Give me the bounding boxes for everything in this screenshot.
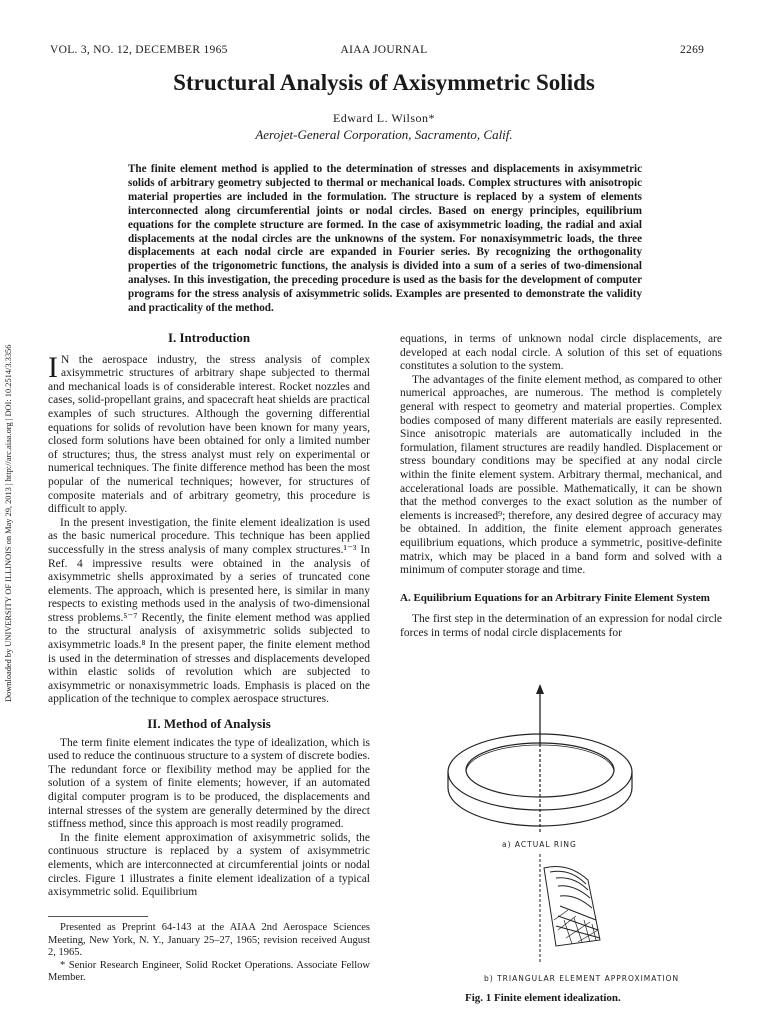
figure-1 [440,684,700,1004]
abstract: The finite element method is applied to the determination of stresses and displacements in axisymmetric solids of arbitrary geometry subjected to thermal or mechanical loads. Complex structures with anisotropic material properties are included in the formulation. The structure is replaced by a system of elements interconnected along circumferential joints or nodal circles. Based on energy principles, equilibrium equations for the complete structure are formed. In the case of axisymmetric loading, the radial and axial displacements at the nodal circles are the unknowns of the system. For nonaxisymmetric loads, the three displacements at each nodal circle are expanded in Fourier series. By recognizing the orthogonality properties of the trigonometric functions, the analysis is divided into a sum of a series of two-dimensional analyses. In this investigation, the preceding procedure is used as the basis for the development of computer programs for the stress analysis of axisymmetric solids. Examples are presented to demonstrate the validity and practicality of the method. [128,163,642,315]
figure-caption: Fig. 1 Finite element idealization. [465,992,621,1004]
running-header-volume: VOL. 3, NO. 12, DECEMBER 1965 [50,44,228,56]
footnotes [48,922,370,985]
section-heading-introduction: I. Introduction [167,330,251,345]
author-affiliation: Aerojet-General Corporation, Sacramento, Calif. [255,127,513,142]
left-column [48,331,370,900]
running-header-journal: AIAA JOURNAL [340,44,428,56]
footnote-author: * Senior Research Engineer, Solid Rocket Operations. Associate Fellow Member. [48,959,370,983]
footnote-preprint: Presented as Preprint 64-143 at the AIAA 2nd Aerospace Sciences Meeting, New York, N. Y., January 25–27, 1965; revision received August 2, 1965. [48,922,370,958]
download-notice: Downloaded by UNIVERSITY OF ILLINOIS on May 29, 2013 | http://arc.aiaa.org | DOI: 10.2514/3.3356 [4,344,13,702]
subsection-heading: A. Equilibrium Equations for an Arbitrary Finite Element System [400,591,710,604]
author-name: Edward L. Wilson* [332,111,436,125]
method-paragraph-2: In the finite element approximation of axisymmetric solids, the continuous structure is replaced by a system of axisymmetric elements, which are interconnected at circumferential joints or nodal circles. Figure 1 illustrates a finite element idealization of a typical axisymmetric solid. Equilibrium [48,831,370,899]
section-heading-method: II. Method of Analysis [147,716,271,732]
right-paragraph-3: The first step in the determination of an expression for nodal circle forces in terms of nodal circle displacements for [400,613,722,639]
intro-paragraph-2: In the present investigation, the finite element idealization is used as the basic numerical procedure. This technique has been applied successfully in the stress analysis of many complex structures.¹⁻³ In Ref. 4 impressive results were obtained in the analysis of axisymmetric shells approximated by a series of truncated cone elements. The approach, which is presented here, is similar in many respects to existing methods used in the analysis of two-dimensional stress problems.⁵⁻⁷ Recently, the finite element method was applied to the structural analysis of axisymmetric solids subjected to axisymmetric loads.⁸ In the present paper, the finite element method is used in the determination of stresses and displacements developed within elastic solids of revolution which are subjected to axisymmetric or nonaxisymmetric loads. Emphasis is placed on the application of the technique to complex aerospace structures. [48,516,370,706]
right-column [400,333,722,640]
drop-cap: I [48,350,58,384]
paper-title: Structural Analysis of Axisymmetric Solids [173,70,595,95]
intro-paragraph-1 [48,350,370,517]
label-actual-ring: a) ACTUAL RING [502,840,577,849]
page-number: 2269 [680,44,705,56]
intro-paragraph-1-text: N the aerospace industry, the stress analysis of complex axisymmetric structures of arbitrary shape subjected to thermal and mechanical loads is of considerable interest. Rocket nozzles and cases, solid-propellant grains, and spacecraft heat shields are practical examples of such structures. Although the governing differential equations for solids of revolution have been known for many years, closed form solutions have been obtained for only a limited number of structures; thus, the stress analyst must rely on experimental or numerical techniques. The finite difference method has been the most popular of the numerical techniques; however, for structures of composite materials and of arbitrary geometry, this procedure is difficult to apply. [48,353,370,516]
right-paragraph-1: equations, in terms of unknown nodal circle displacements, are developed at each nodal circle. A solution of this set of equations constitutes a solution to the system. [400,333,722,373]
label-triangular-approximation: b) TRIANGULAR ELEMENT APPROXIMATION [484,974,680,983]
right-paragraph-2: The advantages of the finite element method, as compared to other numerical approaches, are numerous. The method is completely general with respect to geometry and material properties. Complex bodies composed of many different materials are easily represented. Since anisotropic materials are automatically included in the formulation, filament structures are readily handled. Displacement or stress boundary conditions may be specified at any nodal circle within the finite element system. Arbitrary thermal, mechanical, and accelerational loads are possible. Mathematically, it can be shown that the method converges to the exact solution as the number of elements is increased⁹; therefore, any desired degree of accuracy may be obtained. In addition, the finite element approach generates equilibrium equations, which produce a symmetric, positive-definite matrix, which may be placed in a band form and solved with a minimum of computer storage and time. [400,373,722,577]
axis-arrowhead [536,684,544,694]
triangular-element-drawing [544,867,600,947]
footnote-rule [48,916,148,917]
method-paragraph-1: The term finite element indicates the type of idealization, which is used to reduce the continuous structure to a system of discrete bodies. The redundant force or flexibility method may be applied for the solution of a system of finite elements; however, if an automated digital computer program is to be produced, the displacements and internal stresses of the system are generally determined by the direct stiffness method, since this approach is most readily programed. [48,736,370,831]
